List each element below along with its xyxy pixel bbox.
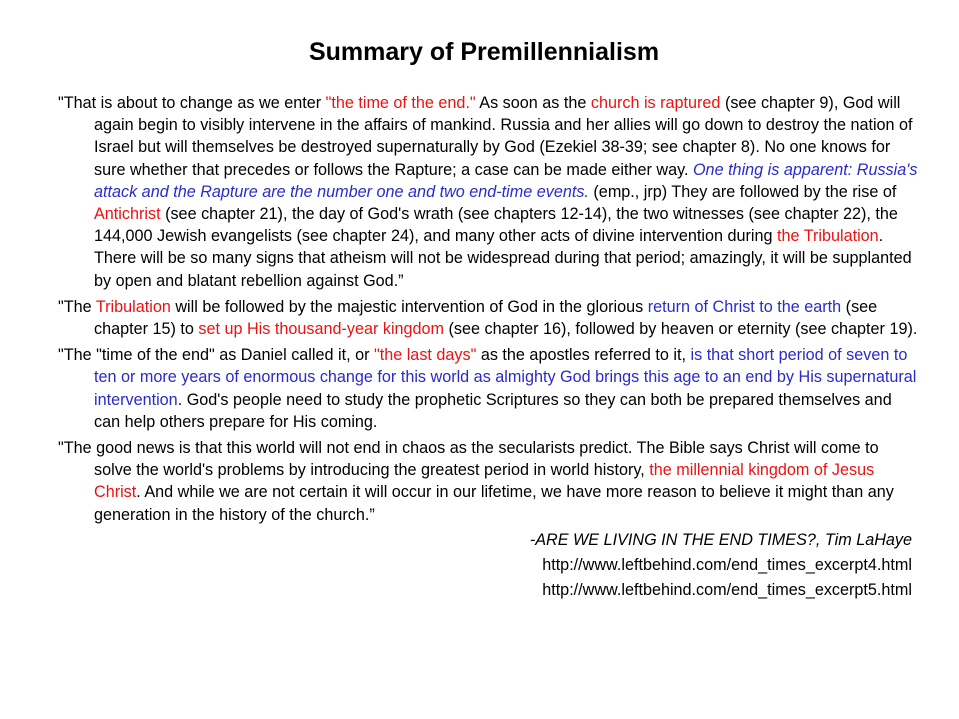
text-segment: . God's people need to study the prophetic Scriptures so they can both be prepared themselves and can help others prepare for His coming. xyxy=(94,390,892,431)
text-segment: (see chapter 15) to xyxy=(94,297,878,339)
text-segment: . There will be so many signs that atheism will not be widespread during that period; amazingly, it will be supplanted by open and blatant rebellion against God.” xyxy=(94,227,912,290)
quote-body xyxy=(58,92,918,601)
highlight-blue: is that short period of seven to ten or more years of enormous change for this world as almighty God brings this age to an end by His supernatural intervention xyxy=(94,346,917,409)
quote-paragraph xyxy=(58,296,918,340)
highlight-red: the millennial kingdom of Jesus Christ xyxy=(94,461,875,502)
text-segment: . And while we are not certain it will occur in our lifetime, we have more reason to believe it might than any generation in the history of the church.” xyxy=(94,483,894,524)
paragraph-list xyxy=(58,92,918,526)
citation: -ARE WE LIVING IN THE END TIMES?, Tim LaHaye xyxy=(529,530,912,549)
emphasis-blue-italic: One thing is apparent: Russia's attack and the Rapture are the number one and two end-time events. xyxy=(94,160,918,201)
page-title: Summary of Premillennialism xyxy=(308,38,660,66)
text-segment: (see chapter 21), the day of God's wrath (see chapters 12-14), the two witnesses (see chapter 22), the 144,000 Jewish evangelists (see chapter 24), and many other acts of divine intervention during xyxy=(94,205,898,246)
highlight-red: "the last days" xyxy=(373,346,477,365)
text-segment: "The good news is that this world will not end in chaos as the secularists predict. The Bible says Christ will come to solve the world's problems by introducing the greatest period in world history, xyxy=(58,439,879,480)
text-segment: "That is about to change as we enter xyxy=(58,94,326,112)
source-link-1[interactable]: http://www.leftbehind.com/end_times_excerpt4.html xyxy=(542,556,912,575)
highlight-blue: return of Christ to the earth xyxy=(647,297,842,316)
highlight-red: "the time of the end." xyxy=(325,94,476,112)
quote-paragraph xyxy=(58,92,918,292)
highlight-red: church is raptured xyxy=(590,94,721,112)
source-link-2[interactable]: http://www.leftbehind.com/end_times_excerpt5.html xyxy=(542,581,912,600)
text-segment: (emp., jrp) They are followed by the rise of xyxy=(588,182,897,201)
text-segment: "The "time of the end" as Daniel called it, or xyxy=(58,346,374,365)
quote-paragraph xyxy=(58,437,918,526)
highlight-red: set up His thousand-year kingdom xyxy=(198,320,445,339)
quote-paragraph xyxy=(58,344,918,433)
highlight-red: Tribulation xyxy=(95,297,171,316)
text-segment: As soon as the xyxy=(475,94,591,112)
text-segment: "The xyxy=(58,297,96,316)
text-segment: (see chapter 9), God will again begin to visibly intervene in the affairs of mankind. Russia and her allies will go down to destroy the nation of Israel but will themselves be destroyed supernaturally by God (Ezekiel 38-39; see chapter 8). No one knows for sure whether that precedes or follows the Rapture; a case can be made either way. xyxy=(94,94,913,179)
highlight-red: Antichrist xyxy=(94,205,161,224)
text-segment: (see chapter 16), followed by heaven or eternity (see chapter 19). xyxy=(444,320,918,339)
highlight-red: the Tribulation xyxy=(776,227,879,246)
text-segment: will be followed by the majestic intervention of God in the glorious xyxy=(170,297,648,316)
text-segment: as the apostles referred to it, xyxy=(476,346,691,365)
